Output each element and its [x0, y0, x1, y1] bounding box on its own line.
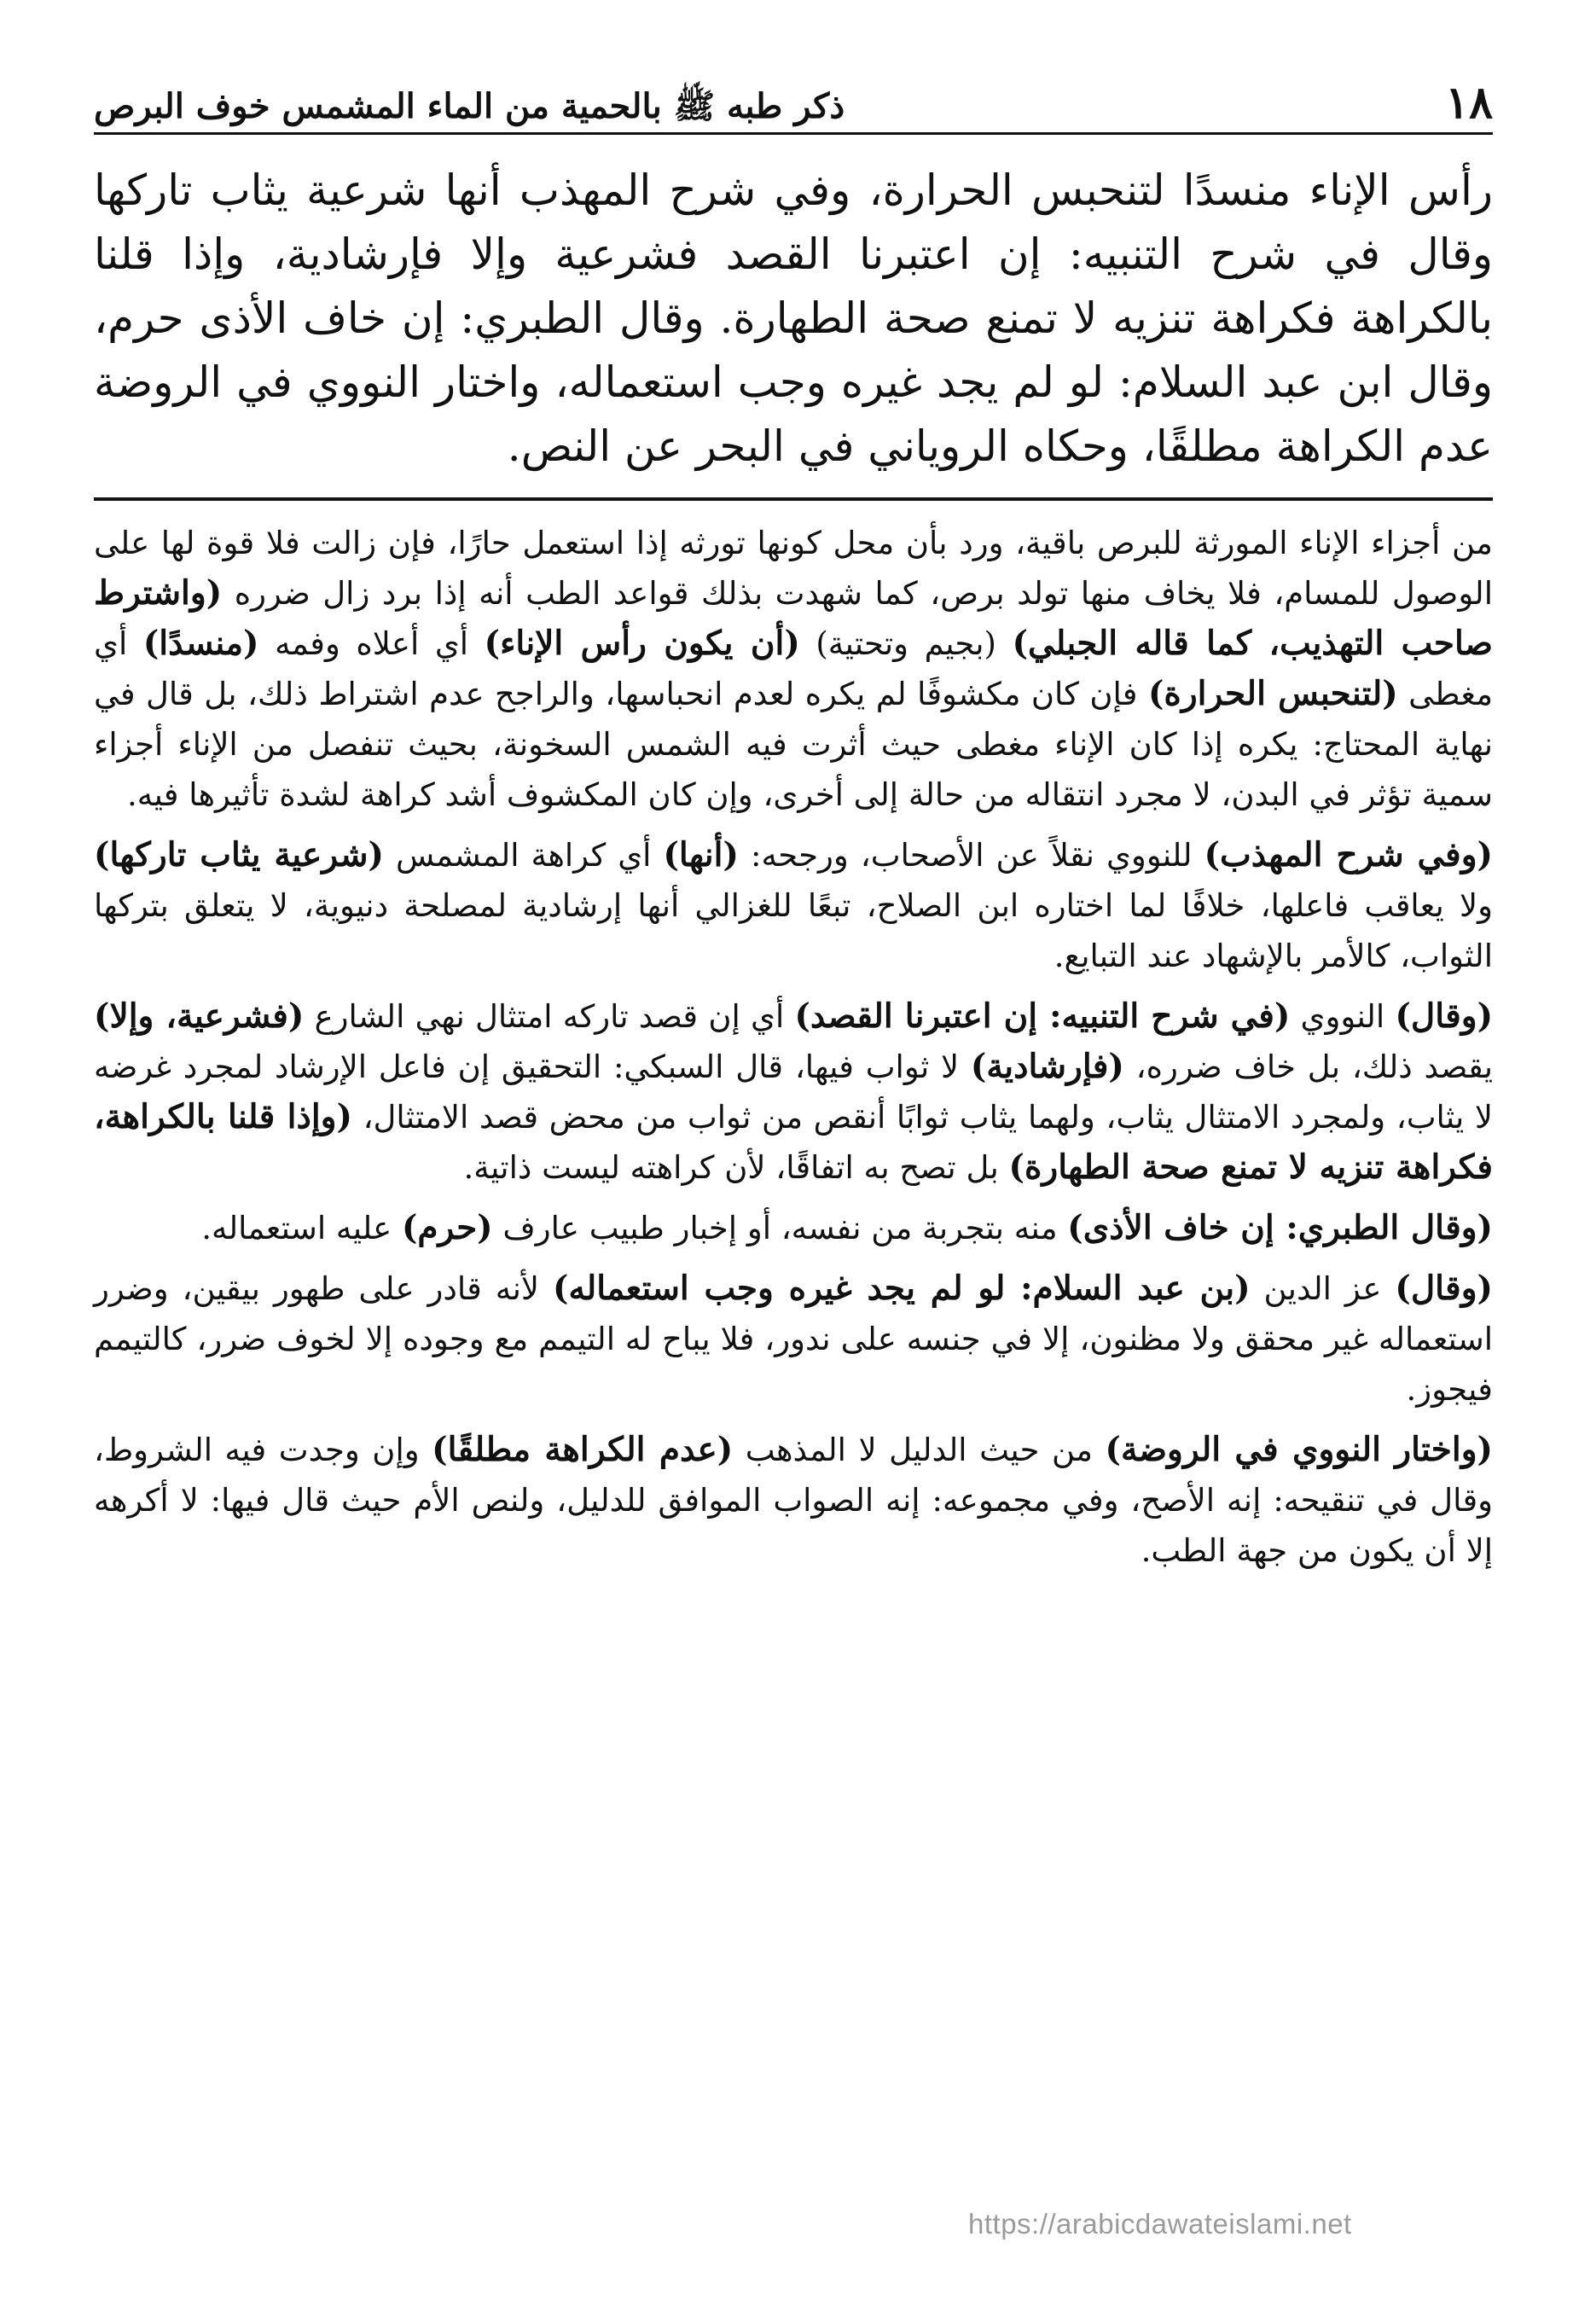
quoted-matn: (وإذا قلنا بالكراهة، فكراهة تنزيه لا تمنع صحة الطهارة): [94, 1097, 1493, 1187]
quoted-matn: (حرم): [401, 1208, 493, 1247]
quoted-matn: (وقال الطبري: إن خاف الأذى): [1067, 1208, 1493, 1247]
commentary-text: من حيث الدليل لا المذهب: [745, 1432, 1093, 1468]
commentary-text: أي أعلاه وفمه: [275, 625, 469, 662]
commentary-paragraph-2: [94, 830, 1493, 981]
text-divider: [94, 497, 1493, 501]
commentary-text: فإن كان مكشوفًا لم يكره لعدم انحباسها، والراجح عدم اشتراط ذلك، بل قال في نهاية المحتاج: يكره إذا كان الإناء مغطى حيث أثرت فيه الشمس السخونة، بحيث تنفصل من الإناء أجزاء سمية تؤثر في البدن، لا مجرد انتقاله من حالة إلى أخرى، وإن كان المكشوف أشد كراهة لشدة تأثيرها فيه.: [94, 676, 1493, 813]
quoted-matn: (واشترط صاحب التهذيب، كما قاله الجبلي): [94, 573, 1494, 663]
quoted-matn: (شرعية يثاب تاركها): [94, 835, 384, 874]
commentary-text: عليه استعماله.: [201, 1210, 392, 1246]
quoted-matn: (في شرح التنبيه: إن اعتبرنا القصد): [794, 996, 1291, 1036]
quoted-matn: (وفي شرح المهذب): [1204, 835, 1493, 874]
quoted-matn: (بن عبد السلام: لو لم يجد غيره وجب استعماله): [553, 1269, 1251, 1308]
page-number: ١٨: [1445, 77, 1493, 129]
commentary-text: أي كراهة المشمس: [395, 837, 652, 874]
commentary-text: عز الدين: [1263, 1270, 1382, 1307]
quoted-matn: (فشرعية، وإلا): [94, 996, 305, 1036]
commentary-paragraph-3: [94, 991, 1493, 1193]
commentary-text: النووي: [1300, 998, 1385, 1035]
commentary-text: من أجزاء الإناء المورثة للبرص باقية، ورد بأن محل كونها تورثه إذا استعمل حارًا، فإن زالت فلا قوة لها على الوصول للمسام، فلا يخاف منها تولد برص، كما شهدت بذلك قواعد الطب أنه إذا برد زال ضرره: [94, 525, 1493, 612]
main-text: رأس الإناء منسدًا لتنحبس الحرارة، وفي شرح المهذب أنها شرعية يثاب تاركها وقال في شرح التنبيه: إن اعتبرنا القصد فشرعية وإلا فإرشادية، وإذا قلنا بالكراهة فكراهة تنزيه لا تمنع صحة الطهارة. وقال الطبري: إن خاف الأذى حرم، وقال ابن عبد السلام: لو لم يجد غيره وجب استعماله، واختار النووي في الروضة عدم الكراهة مطلقًا، وحكاه الروياني في البحر عن النص.: [94, 166, 1493, 471]
commentary-paragraph-4: [94, 1203, 1493, 1253]
commentary-text: أي مغطى: [94, 625, 1494, 712]
watermark-url: https://arabicdawateislami.net: [968, 2208, 1352, 2240]
commentary-text: يقصد ذلك، بل خاف ضرره،: [1135, 1049, 1493, 1085]
commentary-text: بل تصح به اتفاقًا، لأن كراهته ليست ذاتية.: [463, 1149, 999, 1186]
quoted-matn: (لتنحبس الحرارة): [1147, 674, 1398, 713]
commentary-text: منه بتجربة من نفسه، أو إخبار طبيب عارف: [502, 1210, 1058, 1246]
quoted-matn: (واختار النووي في الروضة): [1105, 1430, 1494, 1469]
quoted-matn: (عدم الكراهة مطلقًا): [432, 1430, 734, 1469]
quoted-matn: (أنها): [663, 835, 739, 874]
commentary-text: وإن وجدت فيه الشروط، وقال في تنقيحه: إنه الأصح، وفي مجموعه: إنه الصواب الموافق للدليل، ولنص الأم حيث قال فيها: لا أكرهه إلا أن يكون من جهة الطب.: [94, 1432, 1493, 1569]
commentary-paragraph-6: [94, 1425, 1493, 1576]
page-header: [94, 77, 1493, 135]
commentary-text: لأنه قادر على طهور بيقين، وضرر استعماله غير محقق ولا مظنون، إلا في جنسه على ندور، فلا يباح له التيمم مع وجوده إلا لخوف ضرر، كالتيمم فيجوز.: [94, 1270, 1493, 1408]
quoted-matn: (منسدًا): [142, 624, 259, 663]
commentary-paragraph-5: [94, 1264, 1493, 1415]
commentary: [94, 518, 1493, 1576]
running-title: ذكر طبه ﷺ بالحمية من الماء المشمس خوف البرص: [94, 86, 845, 126]
commentary-text: لا ثواب فيها، قال السبكي: التحقيق إن فاعل الإرشاد لمجرد غرضه لا يثاب، ولمجرد الامتثال يثاب، ولهما يثاب ثوابًا أنقص من ثواب من محض قصد الامتثال،: [94, 1049, 1494, 1136]
quoted-matn: (وقال): [1395, 996, 1494, 1036]
quoted-matn: (أن يكون رأس الإناء): [484, 624, 800, 663]
quoted-matn: (وقال): [1395, 1269, 1493, 1308]
quoted-matn: (فإرشادية): [970, 1047, 1124, 1086]
commentary-text: ولا يعاقب فاعلها، خلافًا لما اختاره ابن الصلاح، تبعًا للغزالي أنها إرشادية لمصلحة دنيوية، لا يتعلق بتركها الثواب، كالأمر بالإشهاد عند التبايع.: [94, 887, 1493, 974]
commentary-text: للنووي نقلاً عن الأصحاب، ورجحه:: [750, 837, 1193, 874]
book-page: [94, 77, 1494, 1586]
commentary-text: أي إن قصد تاركه امتثال نهي الشارع: [314, 998, 785, 1035]
commentary-paragraph-1: [94, 518, 1493, 820]
commentary-text: (بجيم وتحتية): [816, 625, 996, 662]
